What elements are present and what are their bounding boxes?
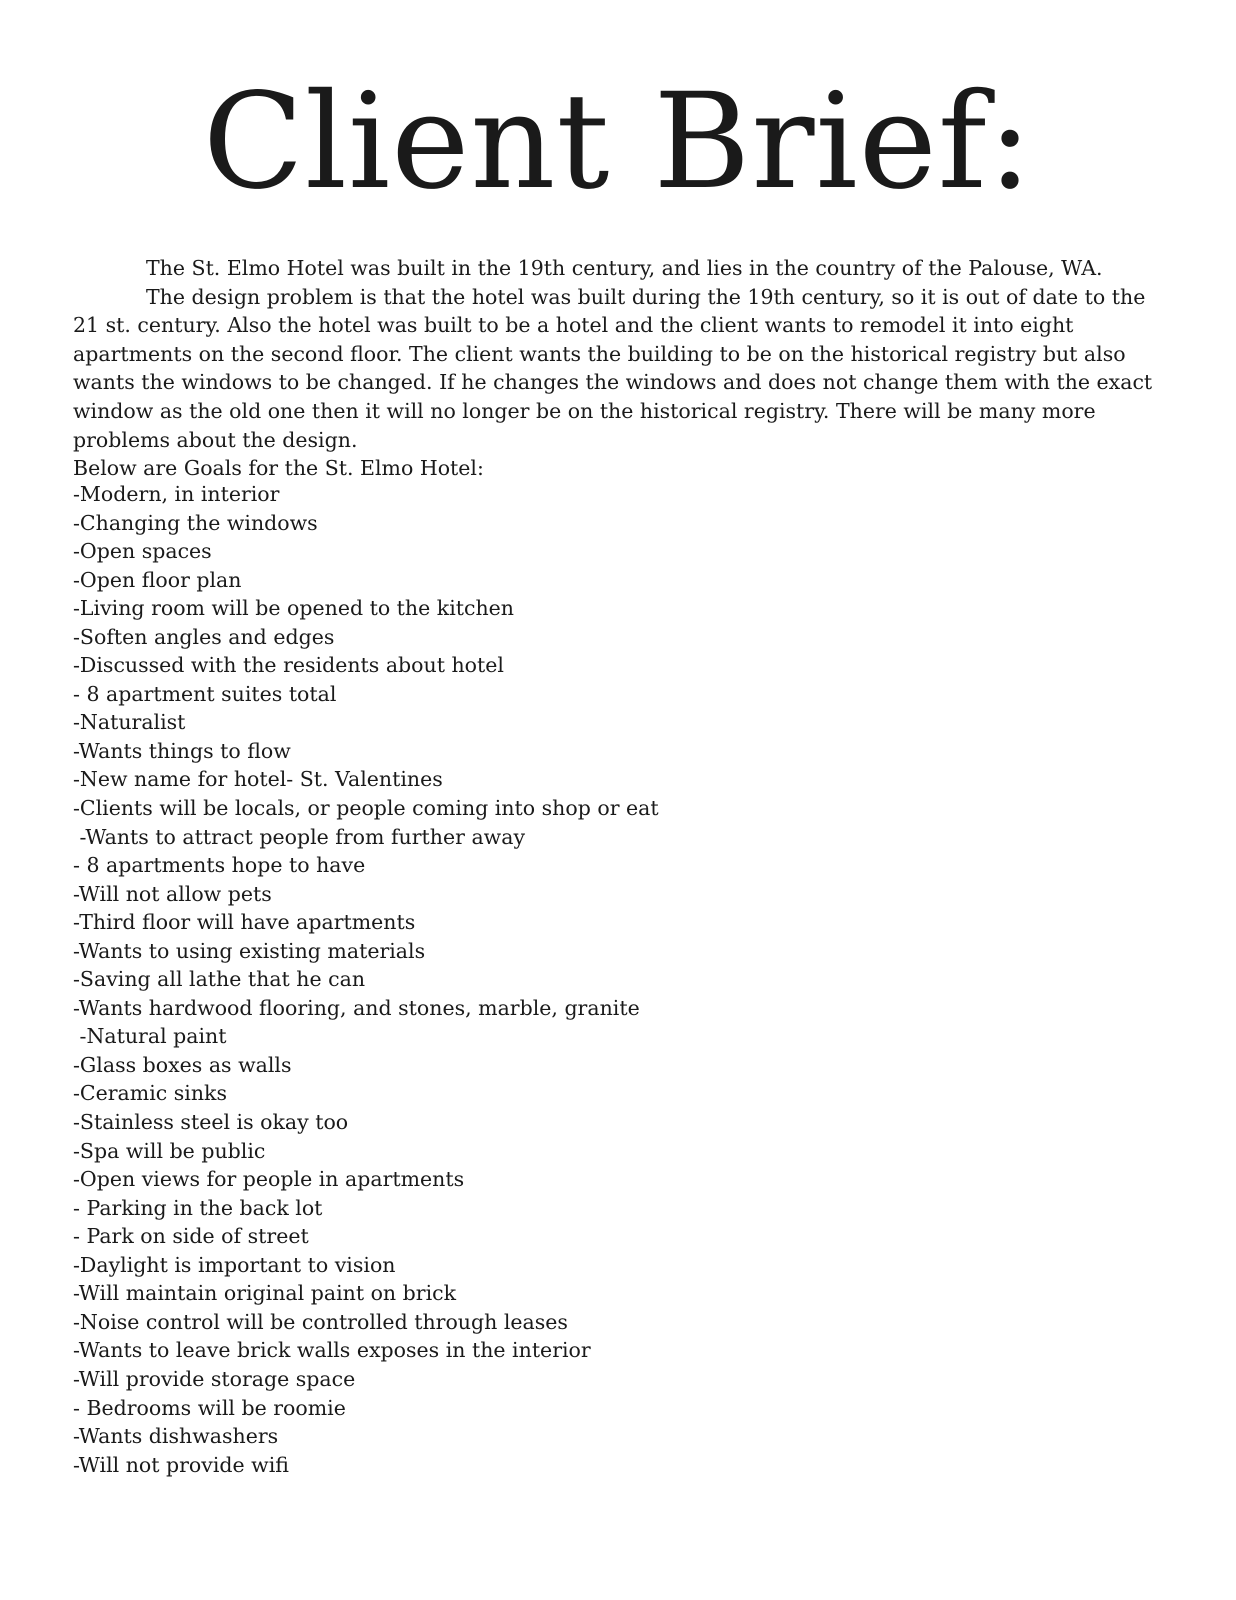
- goal-list-item: -Discussed with the residents about hotel: [73, 653, 504, 678]
- goal-list-item: -Wants to using existing materials: [73, 938, 426, 963]
- goal-list-item: -Saving all lathe that he can: [73, 967, 366, 992]
- goals-heading: Below are Goals for the St. Elmo Hotel:: [73, 456, 484, 481]
- goal-list-item: -Living room will be opened to the kitchen: [73, 596, 515, 621]
- goal-list-item: -Daylight is important to vision: [73, 1252, 396, 1277]
- goal-list-item: -Soften angles and edges: [73, 624, 335, 649]
- intro-paragraph-design-problem: The design problem is that the hotel was built during the 19th century, so it is out of date to the 21 st. century. Also the hotel was built to be a hotel and the client wants to remodel it into eight apartments on the second floor. The client wants the building to be on the historical registry but also wants the windows to be changed. If he changes the windows and does not change them with the exact window as the old one then it will no longer be on the historical registry. There will be many more problems about the design.: [73, 284, 1153, 452]
- goal-list-item: - Park on side of street: [73, 1224, 309, 1249]
- goal-list-item: -Wants to leave brick walls exposes in the interior: [73, 1338, 591, 1363]
- goal-list-item: -Wants hardwood flooring, and stones, marble, granite: [73, 995, 640, 1020]
- goal-list-item: -Spa will be public: [73, 1138, 266, 1163]
- goal-list-item: -Wants dishwashers: [73, 1424, 279, 1449]
- intro-section: [73, 254, 1163, 483]
- goal-list-item: -Modern, in interior: [73, 482, 280, 506]
- goal-list-item: -Stainless steel is okay too: [73, 1110, 349, 1135]
- goal-list-item: -Third floor will have apartments: [73, 910, 416, 935]
- goal-list-item: - 8 apartment suites total: [73, 681, 337, 706]
- goal-list-item: -Open floor plan: [73, 567, 242, 592]
- goal-list-item: -Natural paint: [73, 1024, 227, 1049]
- goal-list-item: -Will not provide wifi: [73, 1452, 289, 1477]
- goal-list-item: - Bedrooms will be roomie: [73, 1395, 346, 1420]
- goal-list-item: -Wants to attract people from further away: [73, 824, 526, 849]
- goal-list-item: -Will maintain original paint on brick: [73, 1281, 457, 1306]
- goal-list-item: -Open views for people in apartments: [73, 1167, 465, 1192]
- goal-list-item: -Naturalist: [73, 710, 186, 735]
- goal-list-item: - 8 apartments hope to have: [73, 853, 366, 878]
- goal-list-item: -Open spaces: [73, 539, 212, 564]
- goal-list-item: -New name for hotel- St. Valentines: [73, 767, 443, 792]
- goal-list-item: -Will provide storage space: [73, 1366, 356, 1391]
- goal-list-item: -Ceramic sinks: [73, 1081, 227, 1106]
- goal-list-item: -Wants things to flow: [73, 738, 291, 763]
- page-title: Client Brief:: [202, 65, 1034, 219]
- goal-list-item: -Clients will be locals, or people coming into shop or eat: [73, 796, 659, 821]
- intro-paragraph-location: The St. Elmo Hotel was built in the 19th century, and lies in the country of the Palouse, WA.: [146, 256, 1103, 280]
- goal-list-item: -Noise control will be controlled through leases: [73, 1309, 568, 1334]
- goals-list: [73, 480, 973, 1479]
- goal-list-item: -Glass boxes as walls: [73, 1052, 292, 1077]
- goal-list-item: -Changing the windows: [73, 510, 318, 535]
- goal-list-item: - Parking in the back lot: [73, 1195, 323, 1220]
- goal-list-item: -Will not allow pets: [73, 881, 272, 906]
